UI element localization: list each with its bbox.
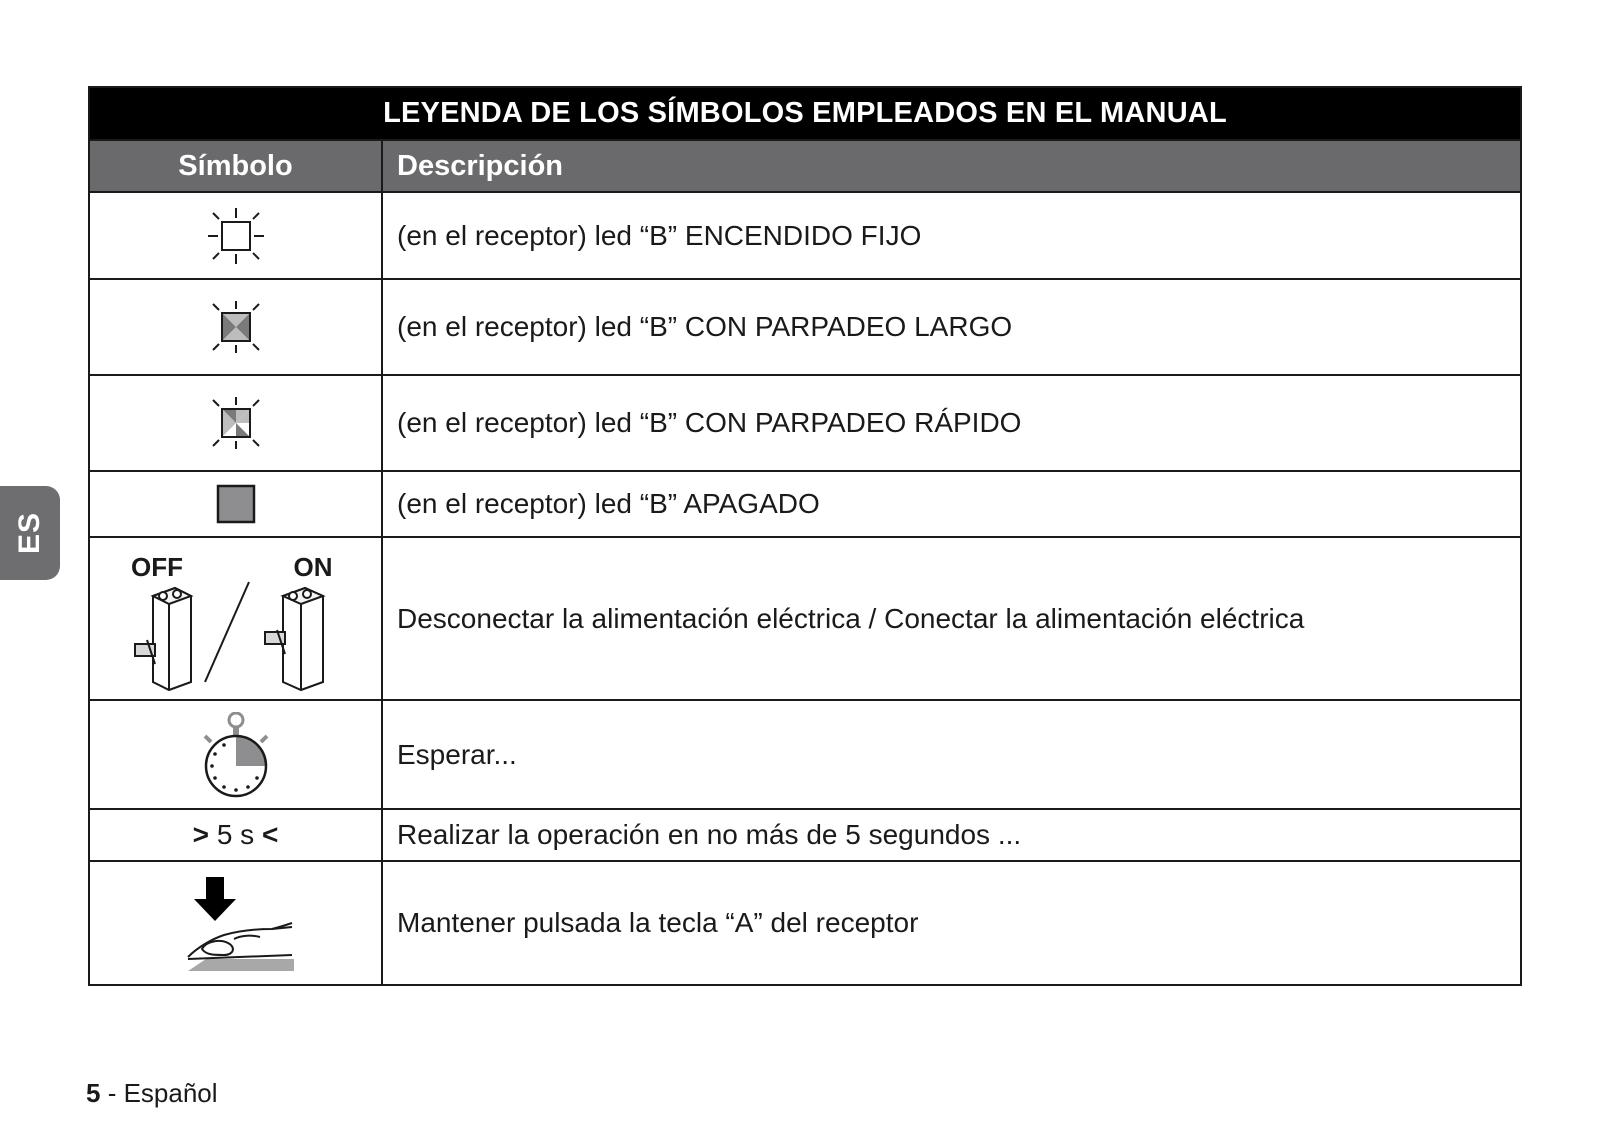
press-button-icon <box>176 873 296 973</box>
symbol-legend-table <box>88 86 1522 986</box>
time-limit-symbol <box>193 819 279 850</box>
column-header-symbol: Símbolo <box>89 140 382 192</box>
symbol-cell <box>89 537 382 700</box>
description-cell: Mantener pulsada la tecla “A” del receptor <box>382 861 1521 985</box>
slash-divider <box>205 582 249 682</box>
table-title: LEYENDA DE LOS SÍMBOLOS EMPLEADOS EN EL MANUAL <box>89 87 1521 140</box>
symbol-cell <box>89 861 382 985</box>
language-tab <box>0 486 60 580</box>
led-slow-blink-icon <box>204 297 268 357</box>
table-header-row <box>89 140 1521 192</box>
table-row <box>89 809 1521 861</box>
breaker-off-icon <box>135 588 191 690</box>
table-row <box>89 192 1521 279</box>
breaker-on-icon <box>265 588 323 690</box>
led-fast-blink-icon <box>204 393 268 453</box>
description-cell: (en el receptor) led “B” CON PARPADEO LARGO <box>382 279 1521 375</box>
stopwatch-icon <box>201 712 271 798</box>
description-cell: Esperar... <box>382 700 1521 809</box>
table-row <box>89 861 1521 985</box>
footer-separator: - <box>100 1078 124 1108</box>
table-title-row <box>89 87 1521 140</box>
table-row <box>89 537 1521 700</box>
description-cell: (en el receptor) led “B” ENCENDIDO FIJO <box>382 192 1521 279</box>
breaker-on-label: ON <box>293 551 332 582</box>
circuit-breaker-icon <box>131 544 341 694</box>
footer-language: Español <box>123 1078 218 1108</box>
symbol-cell <box>89 375 382 471</box>
led-on-icon <box>204 206 268 266</box>
symbol-cell <box>89 471 382 537</box>
description-cell: (en el receptor) led “B” CON PARPADEO RÁPIDO <box>382 375 1521 471</box>
table-row <box>89 471 1521 537</box>
led-off-icon <box>216 484 256 524</box>
greater-than-sign: > <box>192 819 210 850</box>
symbol-cell <box>89 809 382 861</box>
symbol-cell <box>89 700 382 809</box>
less-than-sign: < <box>261 819 279 850</box>
table-row <box>89 375 1521 471</box>
time-limit-value: 5 s <box>216 819 255 850</box>
description-cell: Realizar la operación en no más de 5 segundos ... <box>382 809 1521 861</box>
breaker-off-label: OFF <box>130 551 183 582</box>
table-row <box>89 700 1521 809</box>
symbol-cell <box>89 192 382 279</box>
page-footer <box>86 1078 218 1109</box>
page-number: 5 <box>86 1078 101 1108</box>
table-row <box>89 279 1521 375</box>
column-header-description: Descripción <box>382 140 1521 192</box>
description-cell: (en el receptor) led “B” APAGADO <box>382 471 1521 537</box>
language-tab-label: ES <box>13 511 46 555</box>
symbol-cell <box>89 279 382 375</box>
description-cell: Desconectar la alimentación eléctrica / Conectar la alimentación eléctrica <box>382 537 1521 700</box>
